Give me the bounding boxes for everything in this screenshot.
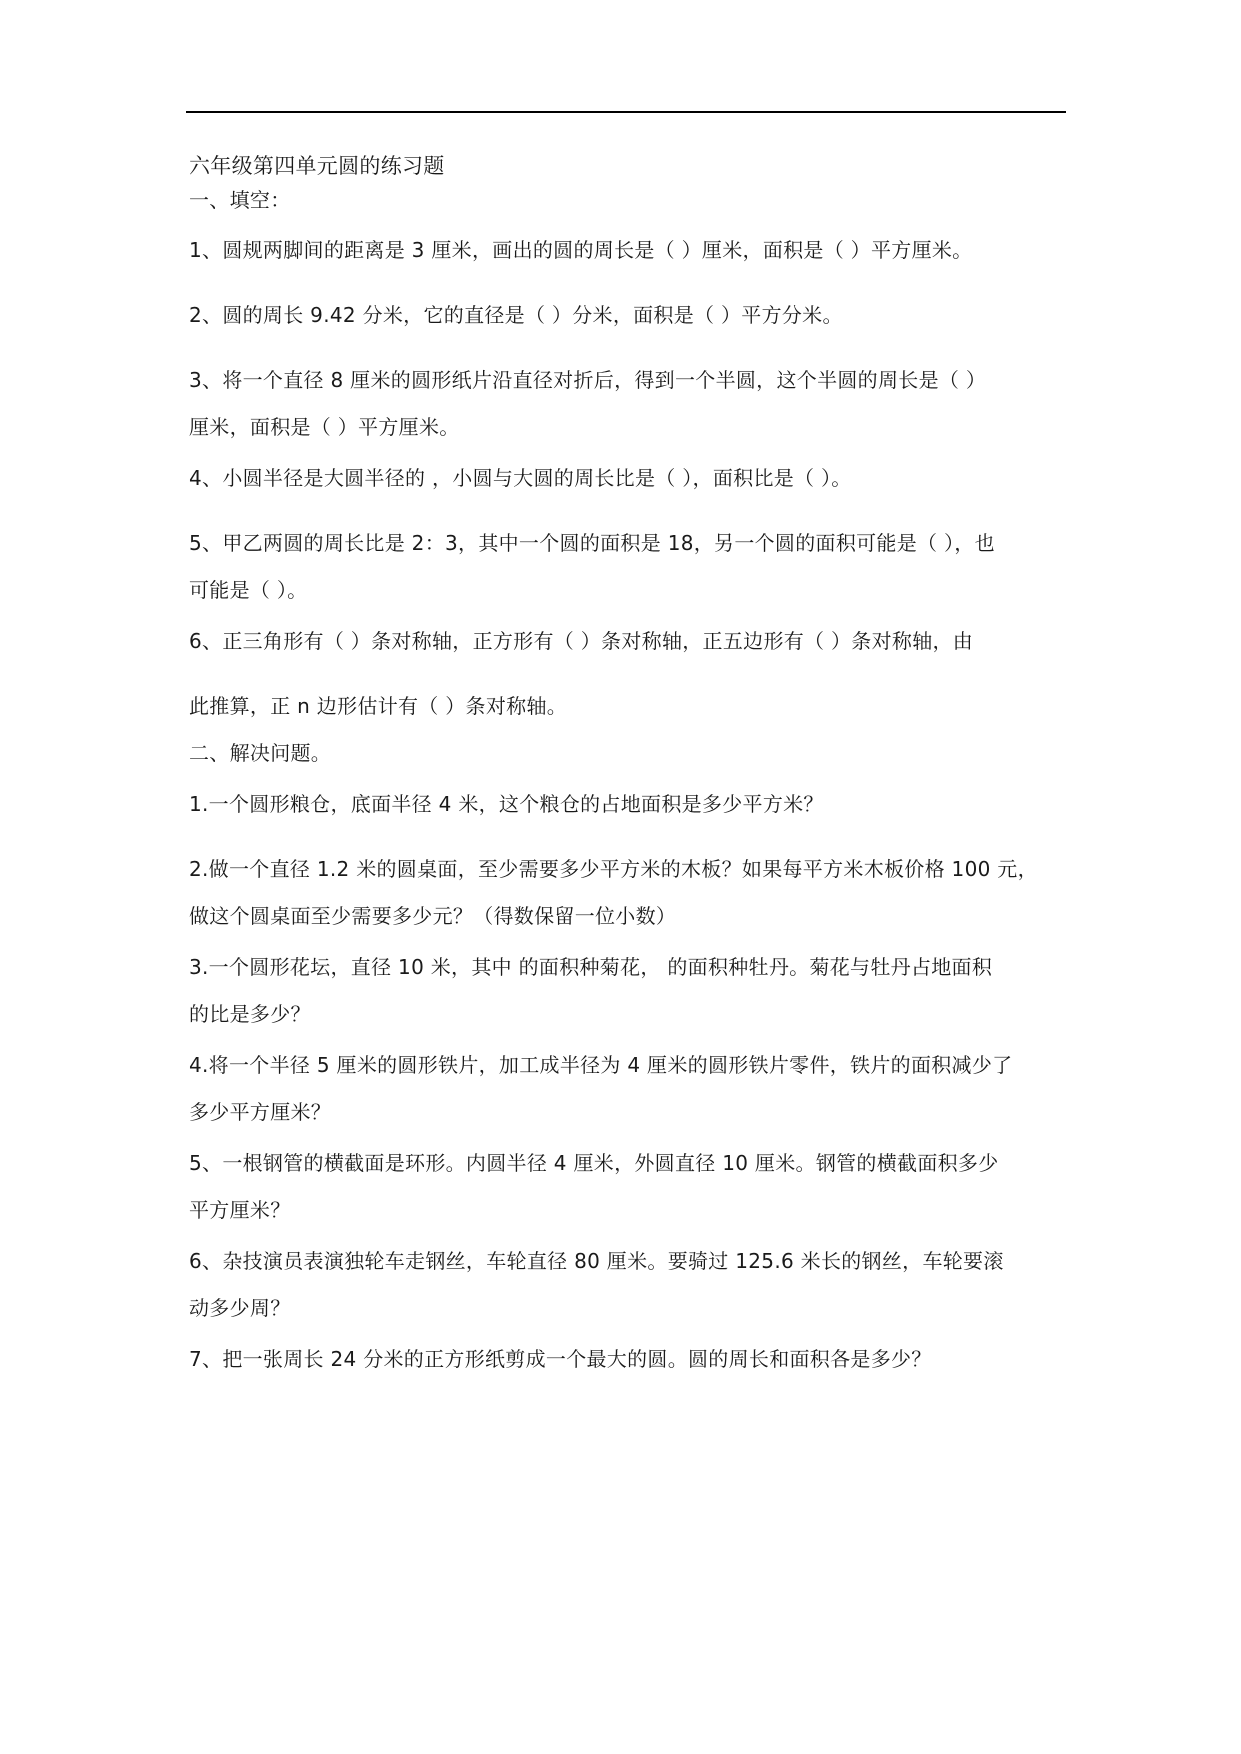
problem-line-4-cont: 多少平方厘米？ <box>189 1100 332 1124</box>
problem-line-5: 5、一根钢管的横截面是环形。内圆半径 4 厘米，外圆直径 10 厘米。钢管的横截面积多少 <box>189 1151 999 1175</box>
problem-line-1: 1.一个圆形粮仓，底面半径 4 米，这个粮仓的占地面积是多少平方米？ <box>189 792 824 816</box>
problem-line-2: 2.做一个直径 1.2 米的圆桌面，至少需要多少平方米的木板？如果每平方米木板价格 100 元， <box>189 857 1038 881</box>
problem-line-6-cont: 动多少周？ <box>189 1296 291 1320</box>
fill-in-line-6: 6、正三角形有（ ）条对称轴，正方形有（ ）条对称轴，正五边形有（ ）条对称轴，由 <box>189 629 974 653</box>
problem-line-4: 4.将一个半径 5 厘米的圆形铁片，加工成半径为 4 厘米的圆形铁片零件，铁片的面积减少了 <box>189 1053 1013 1077</box>
fill-in-line-5: 5、甲乙两圆的周长比是 2：3，其中一个圆的面积是 18，另一个圆的面积可能是（ ），也 <box>189 531 995 555</box>
problem-line-5-cont: 平方厘米？ <box>189 1198 291 1222</box>
fill-in-line-3-cont: 厘米，面积是（ ）平方厘米。 <box>189 415 460 439</box>
problem-line-3-cont: 的比是多少？ <box>189 1002 311 1026</box>
fill-in-line-3: 3、将一个直径 8 厘米的圆形纸片沿直径对折后，得到一个半圆，这个半圆的周长是（ ） <box>189 368 987 392</box>
section-heading-problems: 二、解决问题。 <box>189 741 332 765</box>
fill-in-line-1: 1、圆规两脚间的距离是 3 厘米，画出的圆的周长是（ ）厘米，面积是（ ）平方厘米。 <box>189 238 973 262</box>
problem-line-3: 3.一个圆形花坛，直径 10 米，其中 的面积种菊花， 的面积种牡丹。菊花与牡丹占地面积 <box>189 955 993 979</box>
fill-in-line-5-cont: 可能是（ ）。 <box>189 578 308 602</box>
fill-in-line-6-cont: 此推算，正 n 边形估计有（ ）条对称轴。 <box>189 694 568 718</box>
fill-in-line-2: 2、圆的周长 9.42 分米，它的直径是（ ）分米，面积是（ ）平方分米。 <box>189 303 843 327</box>
problem-line-6: 6、杂技演员表演独轮车走钢丝，车轮直径 80 厘米。要骑过 125.6 米长的钢丝，车轮要滚 <box>189 1249 1004 1273</box>
fill-in-line-4: 4、小圆半径是大圆半径的 ，小圆与大圆的周长比是（ ），面积比是（ ）。 <box>189 466 852 490</box>
problem-line-7: 7、把一张周长 24 分米的正方形纸剪成一个最大的圆。圆的周长和面积各是多少？ <box>189 1347 932 1371</box>
problem-line-2-cont: 做这个圆桌面至少需要多少元？（得数保留一位小数） <box>189 904 677 928</box>
page-title: 六年级第四单元圆的练习题 <box>189 154 445 178</box>
section-heading-fill-in: 一、填空： <box>189 188 291 212</box>
header-rule <box>186 111 1066 113</box>
